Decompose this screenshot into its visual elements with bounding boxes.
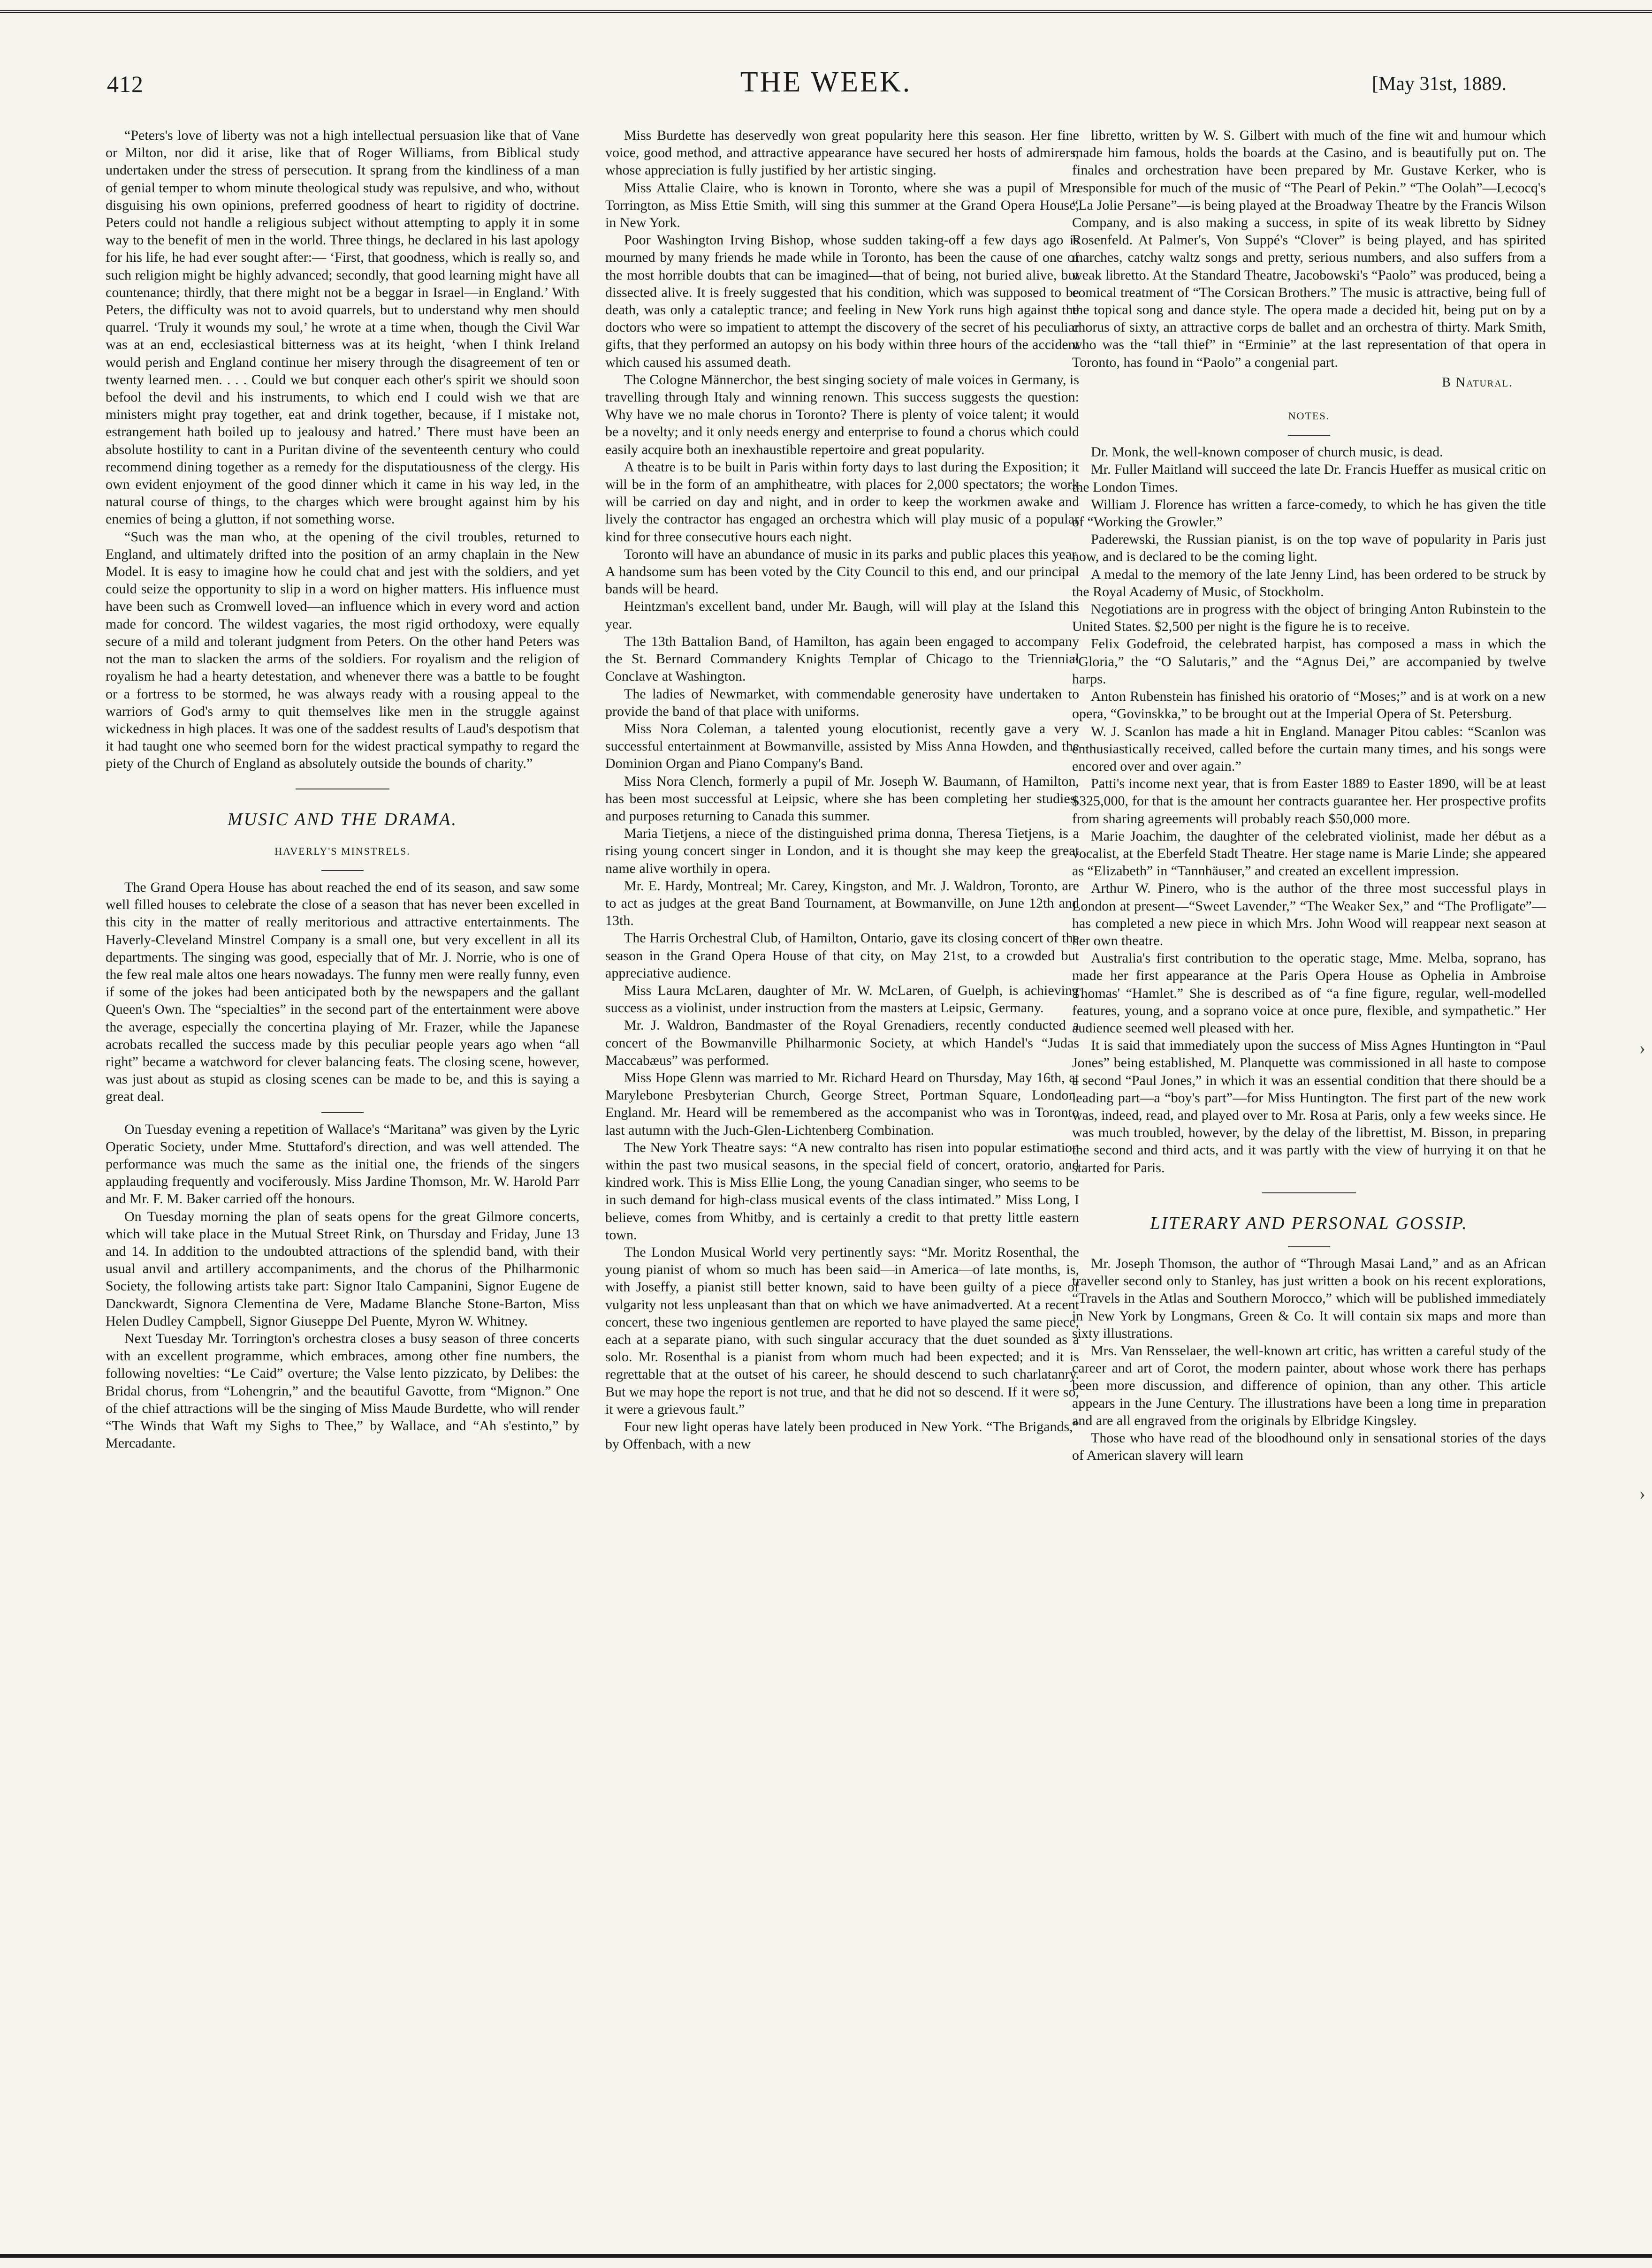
column-2 <box>605 127 1079 1453</box>
masthead-title: THE WEEK. <box>740 66 912 98</box>
gossip-item: Mr. Joseph Thomson, the author of “Through Masai Land,” and as an African traveller second only to Stanley, has just written a book on his recent explorations, “Travels in the Atlas and Southern Morocco,” which will be published immediately in New York by Longmans, Green & Co. It will contain six maps and more than sixty illustrations. <box>1072 1255 1546 1341</box>
news-item: Toronto will have an abundance of music in its parks and public places this year. A handsome sum has been voted by the City Council to this end, and our principal bands will be heard. <box>605 546 1079 597</box>
note-item: Negotiations are in progress with the object of bringing Anton Rubinstein to the United States. $2,500 per night is the figure he is to receive. <box>1072 601 1546 635</box>
news-item: Maria Tietjens, a niece of the distinguished prima donna, Theresa Tietjens, is a rising young concert singer in London, and it is thought she may keep the great name alive worthily in opera. <box>605 826 1079 876</box>
short-rule <box>1288 1246 1330 1247</box>
article-paragraph: On Tuesday evening a repetition of Wallace's “Maritana” was given by the Lyric Operatic Society, under Mme. Stuttaford's direction, and was well attended. The performance was much the same as the initial one, the friends of the singers applauding frequently and vociferously. Miss Jardine Thomson, Mr. W. Harold Parr and Mr. F. M. Baker carried off the honours. <box>106 1121 579 1207</box>
note-item: Felix Godefroid, the celebrated harpist, has composed a mass in which the “Gloria,” the “O Salutaris,” and the “Agnus Dei,” are accompanied by twelve harps. <box>1072 636 1546 687</box>
short-rule <box>321 870 364 871</box>
news-item: Mr. E. Hardy, Montreal; Mr. Carey, Kingston, and Mr. J. Waldron, Toronto, are to act as judges at the great Band Tournament, at Bowmanville, on June 12th and 13th. <box>605 878 1079 929</box>
note-item: Dr. Monk, the well-known composer of church music, is dead. <box>1091 444 1443 460</box>
byline-signature: B Natural. <box>1442 375 1513 390</box>
article-paragraph: Next Tuesday Mr. Torrington's orchestra closes a busy season of three concerts with an excellent programme, which embraces, among other fine numbers, the following novelties: “Le Caid” overture; the Valse lento pizzicato, by Delibes: the Bridal chorus, from “Lohengrin,” and the beautiful Gavotte, from “Mignon.” One of the chief attractions will be the singing of Miss Maude Burdette, who will render “The Winds that Waft my Sighs to Thee,” by Wallace, and “Ah s'estinto,” by Mercadante. <box>106 1331 579 1451</box>
news-item: The ladies of Newmarket, with commendable generosity have undertaken to provide the band of that place with uniforms. <box>605 686 1079 719</box>
news-item: Miss Nora Coleman, a talented young elocutionist, recently gave a very successful entertainment at Bowmanville, assisted by Miss Anna Howden, and the Dominion Organ and Piano Company's Band. <box>605 721 1079 772</box>
news-item: The Cologne Männerchor, the best singing society of male voices in Germany, is travelling through Italy and winning renown. This success suggests the question: Why have we no male chorus in Toronto? There is plenty of voice talent; it would be a novelty; and it only needs energy and enterprise to found a chorus which could easily acquire both an inexhaustible repertoire and great popularity. <box>605 372 1079 457</box>
section-title-literary-gossip: LITERARY AND PERSONAL GOSSIP. <box>1150 1213 1468 1233</box>
page-number: 412 <box>107 71 144 97</box>
gossip-item: Those who have read of the bloodhound only in sensational stories of the days of American slavery will learn <box>1072 1430 1546 1464</box>
news-item: Heintzman's excellent band, under Mr. Baugh, will will play at the Island this year. <box>605 599 1079 632</box>
column-3 <box>1072 127 1546 1464</box>
article-paragraph: “Peters's love of liberty was not a high intellectual persuasion like that of Vane or Milton, nor did it arise, like that of Roger Williams, from Biblical study undertaken under the stress of persecution. It sprang from the kindliness of a man of genial temper to whom minute theological study was repulsive, and who, without disguising his own opinions, preferred goodness of heart to rigidity of doctrine. Peters could not handle a religious subject without attempting to apply it in some way to the benefit of men in the world. Three things, he declared in his last apology for his life, he had ever sought after:— ‘First, that goodness, which is really so, and such religion might be highly advanced; secondly, that good learning might have all countenance; thirdly, that there might not be a beggar in Israel—in England.’ With Peters, the difficulty was not to avoid quarrels, but to understand why men should quarrel. ‘Truly it wounds my soul,’ he wrote at a time when, though the Civil War was at an end, ecclesiastical bitterness was at its height, ‘when I think Ireland would perish and England continue her misery through the disagreement of ten or twenty learned men. . . . Could we but conquer each other's spirit we should soon befool the devil and his instruments, to which end I could wish we that are ministers might pray together, eat and drink together, because, if I mistake not, estrangement hath boiled up to jealousy and hatred.’ There must have been an absolute hostility to cant in a Puritan divine of the seventeenth century who could recommend dining together as a remedy for the disputatiousness of the clergy. His own evident enjoyment of the good dinner which it came in his way led, in the natural course of things, to the charges which were brought against him by his enemies of being a glutton, if not something worse. <box>106 128 579 527</box>
bottom-border-rule <box>0 2254 1652 2268</box>
note-item: Marie Joachim, the daughter of the celebrated violinist, made her début as a vocalist, at the Eberfeld Stadt Theatre. Her stage name is Marie Linde; she appeared as “Elizabeth” in “Tannhäuser,” and created an excellent impression. <box>1072 828 1546 879</box>
news-item: Miss Burdette has deservedly won great popularity here this season. Her fine voice, good method, and attractive appearance have secured her hosts of admirers, whose appreciation is fully justified by her artistic singing. <box>605 128 1079 178</box>
news-item: Miss Laura McLaren, daughter of Mr. W. McLaren, of Guelph, is achieving success as a violinist, under instruction from the masters at Leipsic, Germany. <box>605 982 1079 1016</box>
article-paragraph: libretto, written by W. S. Gilbert with much of the fine wit and humour which made him famous, holds the boards at the Casino, and is beautifully put on. The finales and orchestration have been prepared by Mr. Gustave Kerker, who is responsible for much of the music of “The Pearl of Pekin.” “The Oolah”—Lecocq's “La Jolie Persane”—is being played at the Broadway Theatre by the Francis Wilson Company, and is also making a success, in spite of its weak libretto by Sidney Rosenfeld. At Palmer's, Von Suppé's “Clover” is being played, and has spirited marches, catchy waltz songs and pretty, serious numbers, and also suffers from a weak libretto. At the Standard Theatre, Jacobowski's “Paolo” was produced, being a comical treatment of “The Corsican Brothers.” The music is attractive, being full of the topical song and dance style. The opera made a decided hit, being put on by a chorus of sixty, an attractive corps de ballet and an orchestra of thirty. Mark Smith, who was the “tall thief” in “Erminie” at the last representation of that opera in Toronto, has found in “Paolo” a congenial part. <box>1072 128 1546 370</box>
news-item: The 13th Battalion Band, of Hamilton, has again been engaged to accompany the St. Bernard Commandery Knights Templar of Chicago to the Triennial Conclave at Washington. <box>605 633 1079 684</box>
note-item: Arthur W. Pinero, who is the author of the three most successful plays in London at present—“Sweet Lavender,” “The Weaker Sex,” and “The Profligate”—has completed a new piece in which Mrs. John Wood will reappear next season at her own theatre. <box>1072 880 1546 948</box>
margin-mark: › <box>1639 1037 1645 1058</box>
news-item: Four new light operas have lately been produced in New York. “The Brigands,” by Offenbach, with a new <box>605 1419 1079 1452</box>
news-item: Mr. J. Waldron, Bandmaster of the Royal Grenadiers, recently conducted a concert of the Bowmanville Philharmonic Society, at which Handel's “Judas Maccabæus” was performed. <box>605 1017 1079 1068</box>
article-paragraph: The Grand Opera House has about reached the end of its season, and saw some well filled houses to celebrate the close of a season that has never been excelled in this city in the matter of really meritorious and attractive entertainments. The Haverly-Cleveland Minstrel Company is a small one, but very excellent in all its departments. The singing was good, especially that of Mr. J. Norrie, who is one of the few real male altos one hears nowadays. The funny men were really funny, even if some of the jokes had been anticipated both by the newspapers and the gallant Queen's Own. The “specialties” in the second part of the entertainment were above the average, especially the concertina playing of Mr. Frazer, while the Japanese acrobats recalled the success made by this peculiar people years ago when “all right” became a watchword for clever balancing feats. The closing scene, however, was just about as stupid as closing scenes can be made to be, and this is saying a great deal. <box>106 879 579 1105</box>
short-rule <box>1288 435 1330 436</box>
note-item: Patti's income next year, that is from Easter 1889 to Easter 1890, will be at least $325,000, for that is the amount her contracts guarantee her. Her prospective profits from sharing agreements will probably reach $50,000 more. <box>1072 776 1546 827</box>
news-item: The London Musical World very pertinently says: “Mr. Moritz Rosenthal, the young pianist of whom so much has been said—in America—of late months, is, with Joseffy, a pianist still better known, said to have been guilty of a piece of vulgarity not less unpleasant than that on which we have animadverted. At a recent concert, these two ingenious gentlemen are reported to have played the same piece, each at a separate piano, with such singular accuracy that the duet sounded as a solo. Mr. Rosenthal is a pianist from whom much had been expected; and it is regrettable that at the outset of his career, he should descend to such charlatanry. But we may hope the report is not true, and that he did not so descend. If it were so, it were a grievous fault.” <box>605 1244 1079 1417</box>
note-item: William J. Florence has written a farce-comedy, to which he has given the title of “Working the Growler.” <box>1072 496 1546 530</box>
notes-heading: NOTES. <box>1288 410 1330 422</box>
note-item: It is said that immediately upon the success of Miss Agnes Huntington in “Paul Jones” being established, M. Planquette was commissioned in all haste to compose a second “Paul Jones,” in which it was an essential condition that there should be a leading part—a “boy's part”—for Miss Huntington. The first part of the new work was, indeed, read, and played over to Mr. Rosa at Paris, only a few weeks since. He was much troubled, however, by the delay of the librettist, M. Bisson, in preparing the second and third acts, and it was partly with the view of hurrying it on that he started for Paris. <box>1072 1038 1546 1176</box>
news-item: The New York Theatre says: “A new contralto has risen into popular estimation within the past two musical seasons, in the special field of concert, oratorio, and kindred work. This is Miss Ellie Long, the young Canadian singer, who seems to be in such demand for high-class musical events of the class intimated.” Miss Long, I believe, comes from Whitby, and is certainly a credit to that pretty little eastern town. <box>605 1139 1079 1243</box>
news-item: A theatre is to be built in Paris within forty days to last during the Exposition; it will be in the form of an amphitheatre, with places for 2,000 spectators; the work will be carried on day and night, and in order to keep the workmen awake and lively the contractor has engaged an orchestra which will play music of a popular kind for three consecutive hours each night. <box>605 459 1079 545</box>
note-item: W. J. Scanlon has made a hit in England. Manager Pitou cables: “Scanlon was enthusiastically received, called before the curtain many times, and his songs were encored over and over again.” <box>1072 723 1546 774</box>
margin-mark: › <box>1639 1483 1645 1504</box>
news-item: Poor Washington Irving Bishop, whose sudden taking-off a few days ago is mourned by many friends he made while in Toronto, has been the cause of one of the most horrible doubts that can be imagined—that of being, not buried alive, but dissected alive. It is freely suggested that his condition, which was supposed to be death, was only a cataleptic trance; and feeling in New York runs high against the doctors who were so impatient to attempt the discovery of the secret of his peculiar gifts, that they performed an autopsy on his body within three hours of the accident which caused his assumed death. <box>605 232 1079 370</box>
short-rule <box>321 1112 364 1113</box>
note-item: Mr. Fuller Maitland will succeed the late Dr. Francis Hueffer as musical critic on the London Times. <box>1072 462 1546 495</box>
note-item: A medal to the memory of the late Jenny Lind, has been ordered to be struck by the Royal Academy of Music, of Stockholm. <box>1072 566 1546 599</box>
news-item: Miss Nora Clench, formerly a pupil of Mr. Joseph W. Baumann, of Hamilton, has been most successful at Leipsic, where she has been completing her studies, and purposes returning to Canada this summer. <box>605 773 1079 824</box>
news-item: Miss Attalie Claire, who is known in Toronto, where she was a pupil of Mr. Torrington, as Miss Ettie Smith, will sing this summer at the Grand Opera House, in New York. <box>605 180 1079 231</box>
note-item: Anton Rubenstein has finished his oratorio of “Moses;” and is at work on a new opera, “Govinskka,” to be brought out at the Imperial Opera of St. Petersburg. <box>1072 689 1546 722</box>
issue-date: [May 31st, 1889. <box>1372 73 1507 95</box>
article-paragraph: “Such was the man who, at the opening of the civil troubles, returned to England, and ultimately drifted into the position of an army chaplain in the New Model. It is easy to imagine how he could chat and jest with the soldiers, and yet could seize the opportunity to slip in a word on higher matters. His influence must have been such as Cromwell loved—an influence which in every word and action made for concord. The wildest vagaries, the most rigid orthodoxy, were equally secure of a mild and tolerant judgment from Peters. On the other hand Peters was not the man to slacken the arms of the soldiers. For royalism and the religion of royalism he had a hearty detestation, and whenever there was a battle to be fought or a fortress to be stormed, he was always ready with a rousing appeal to the warriors of God's army to quit themselves like men in the struggle against wickedness in high places. It was one of the saddest results of Laud's despotism that it had taught one who seemed born for the widest practical sympathy to regard the piety of the Church of England as absolutely outside the bounds of charity.” <box>106 529 579 772</box>
sub-heading-minstrels: HAVERLY'S MINSTRELS. <box>274 845 411 857</box>
section-title-music-drama: MUSIC AND THE DRAMA. <box>228 809 457 829</box>
note-item: Paderewski, the Russian pianist, is on the top wave of popularity in Paris just now, and is declared to be the coming light. <box>1072 531 1546 565</box>
news-item: The Harris Orchestral Club, of Hamilton, Ontario, gave its closing concert of the season in the Grand Opera House of that city, on May 21st, to a crowded but appreciative audience. <box>605 930 1079 981</box>
top-border-rule <box>0 0 1652 13</box>
news-item: Miss Hope Glenn was married to Mr. Richard Heard on Thursday, May 16th, at Marylebone Presbyterian Church, George Street, Portman Square, London, England. Mr. Heard will be remembered as the accompanist who was in Toronto last autumn with the Juch-Glen-Lichtenberg Combination. <box>605 1070 1079 1138</box>
gossip-item: Mrs. Van Rensselaer, the well-known art critic, has written a careful study of the career and art of Corot, the modern painter, about whose work there has perhaps been more discussion, and difference of opinion, than any other. This article appears in the June Century. The illustrations have been a long time in preparation and are all engraved from the originals by Elbridge Kingsley. <box>1072 1343 1546 1428</box>
article-paragraph: On Tuesday morning the plan of seats opens for the great Gilmore concerts, which will take place in the Mutual Street Rink, on Thursday and Friday, June 13 and 14. In addition to the undoubted attractions of the splendid band, with their usual anvil and artillery accompaniments, and the chorus of the Philharmonic Society, the following artists take part: Signor Italo Campanini, Signor Eugene de Danckwardt, Signora Clementina de Vere, Madame Blanche Stone-Barton, Miss Helen Dudley Campbell, Signor Giuseppe Del Puente, Myron W. Whitney. <box>106 1208 579 1329</box>
column-1 <box>106 127 579 1452</box>
note-item: Australia's first contribution to the operatic stage, Mme. Melba, soprano, has made her first appearance at the Paris Opera House as Ophelia in Ambroise Thomas' “Hamlet.” She is described as of “a fine figure, regular, well-modelled features, young, and a soprano voice at once pure, flexible, and sympathetic.” Her audience seemed well pleased with her. <box>1072 950 1546 1036</box>
section-divider <box>1262 1192 1356 1193</box>
